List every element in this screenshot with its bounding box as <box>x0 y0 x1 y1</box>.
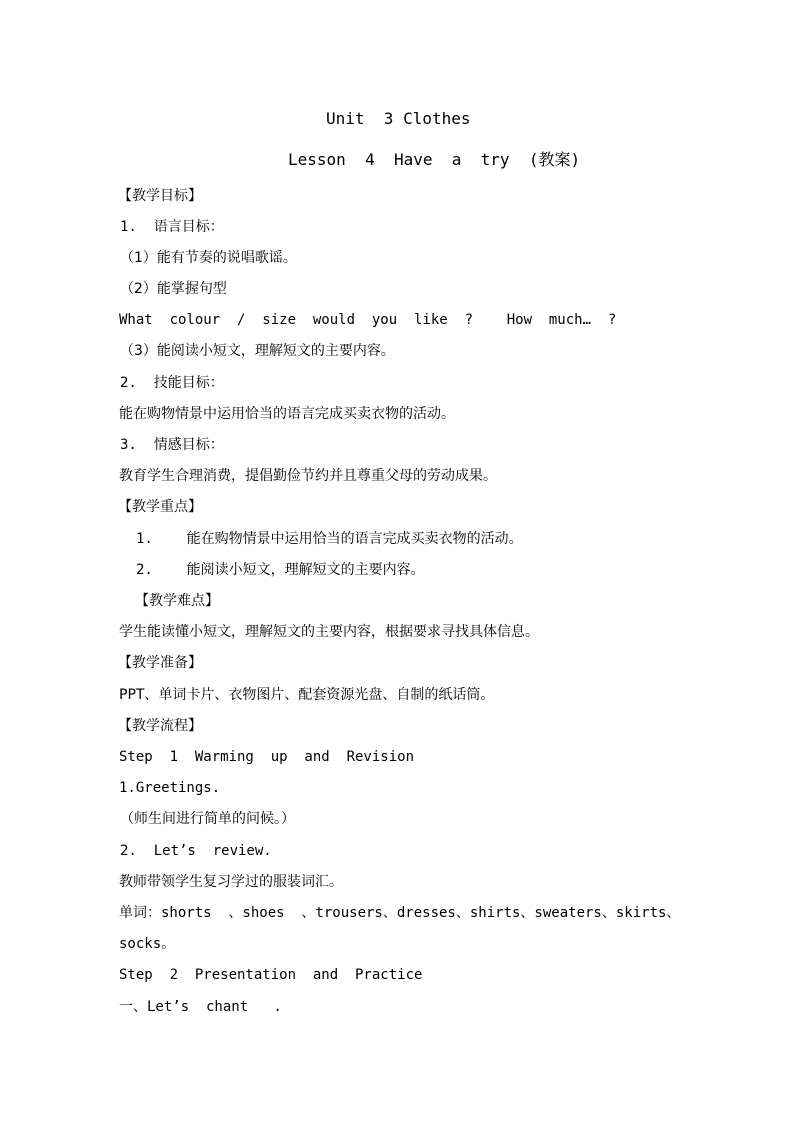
text-line: 1.Greetings. <box>119 780 221 796</box>
text-line: 能在购物情景中运用恰当的语言完成买卖衣物的活动。 <box>119 406 455 422</box>
text-line: 单词：shorts 、shoes 、trousers、dresses、shirts、sweaters、skirts、 <box>119 905 681 921</box>
text-line: （师生间进行简单的问候。） <box>120 811 295 827</box>
text-line: （1）能有节奏的说唱歌谣。 <box>120 250 297 266</box>
heading-objectives: 【教学目标】 <box>118 188 202 204</box>
text-line: 学生能读懂小短文，理解短文的主要内容，根据要求寻找具体信息。 <box>119 624 539 640</box>
text-line: 1. 语言目标： <box>120 219 224 235</box>
heading-preparation: 【教学准备】 <box>118 655 202 671</box>
text-line: 2. 能阅读小短文，理解短文的主要内容。 <box>136 562 425 578</box>
heading-difficulties: 【教学难点】 <box>135 593 219 609</box>
text-line: socks。 <box>119 936 176 952</box>
document-subtitle: Lesson 4 Have a try (教案) <box>288 150 581 169</box>
heading-procedure: 【教学流程】 <box>118 718 202 734</box>
text-line: 2. 技能目标： <box>120 375 224 391</box>
text-line: 1. 能在购物情景中运用恰当的语言完成买卖衣物的活动。 <box>136 531 523 547</box>
text-line: 2. Let’s review. <box>120 843 272 859</box>
text-line: What colour / size would you like ? How much… ? <box>119 312 617 328</box>
text-line: 教师带领学生复习学过的服装词汇。 <box>119 874 343 890</box>
text-line: 3. 情感目标： <box>120 437 224 453</box>
text-line: Step 1 Warming up and Revision <box>119 749 415 765</box>
heading-key-points: 【教学重点】 <box>118 499 202 515</box>
text-line: 教育学生合理消费，提倡勤俭节约并且尊重父母的劳动成果。 <box>119 468 497 484</box>
text-line: PPT、单词卡片、衣物图片、配套资源光盘、自制的纸话筒。 <box>119 687 495 703</box>
text-line: 一、Let’s chant . <box>119 999 282 1015</box>
text-line: Step 2 Presentation and Practice <box>119 967 423 983</box>
document-title: Unit 3 Clothes <box>326 109 471 128</box>
text-line: （2）能掌握句型 <box>120 281 227 297</box>
text-line: （3）能阅读小短文，理解短文的主要内容。 <box>120 343 395 359</box>
